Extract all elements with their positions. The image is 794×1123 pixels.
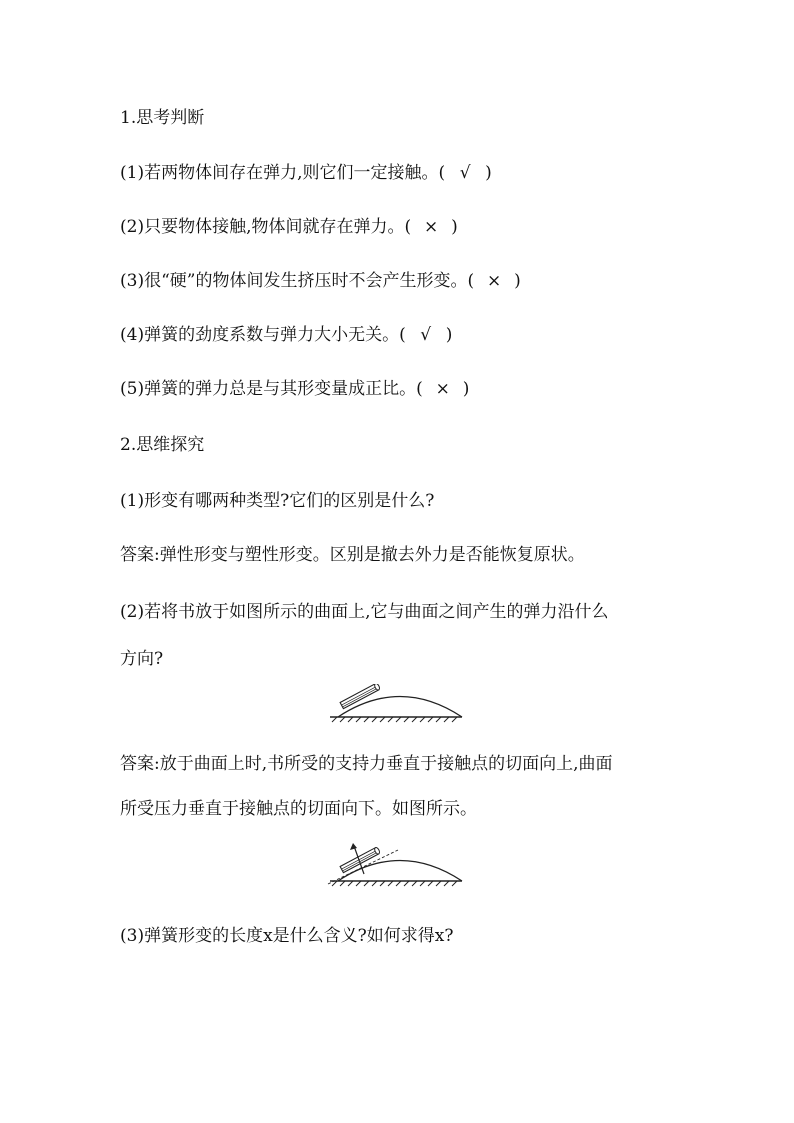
judgment-item-5-text: (5)弹簧的弹力总是与其形变量成正比。(: [120, 379, 423, 399]
judgment-item-2-text: (2)只要物体接触,物体间就存在弹力。(: [120, 217, 412, 237]
judgment-item-3-close: ): [514, 271, 521, 291]
force-direction-figure: [320, 840, 470, 890]
question-1: (1)形变有哪两种类型?它们的区别是什么?: [120, 491, 435, 511]
question-2-line-2: 方向?: [120, 649, 164, 669]
judgment-item-4-mark: √: [420, 325, 432, 345]
question-2-line-1: (2)若将书放于如图所示的曲面上,它与曲面之间产生的弹力沿什么: [120, 602, 609, 622]
answer-1: 答案:弹性形变与塑性形变。区别是撤去外力是否能恢复原状。: [120, 545, 585, 565]
judgment-item-1-close: ): [485, 163, 492, 183]
answer-2-line-1: 答案:放于曲面上时,书所受的支持力垂直于接触点的切面向上,曲面: [120, 754, 613, 774]
judgment-item-2-mark: ×: [424, 217, 439, 237]
judgment-item-1: [120, 161, 492, 185]
judgment-item-5-mark: ×: [435, 379, 450, 399]
judgment-item-1-mark: √: [459, 163, 471, 183]
section2-heading: 2.思维探究: [120, 435, 205, 455]
judgment-item-1-text: (1)若两物体间存在弹力,则它们一定接触。(: [120, 163, 446, 183]
judgment-item-3-mark: ×: [486, 271, 502, 291]
judgment-item-4: [120, 323, 452, 347]
judgment-item-5: [120, 377, 469, 401]
judgment-item-4-text: (4)弹簧的劲度系数与弹力大小无关。(: [120, 325, 406, 345]
judgment-item-5-close: ): [462, 379, 470, 399]
ground-hatching: [330, 881, 462, 886]
judgment-item-3: [120, 269, 521, 293]
answer-2-line-2: 所受压力垂直于接触点的切面向下。如图所示。: [120, 799, 477, 819]
section1-heading: 1.思考判断: [120, 108, 205, 128]
book-on-curved-surface-figure: [320, 684, 470, 726]
question-3: (3)弹簧形变的长度x是什么含义?如何求得x?: [120, 926, 454, 946]
judgment-item-2-close: ): [451, 217, 458, 237]
judgment-item-2: [120, 215, 458, 239]
judgment-item-3-text: (3)很“硬”的物体间发生挤压时不会产生形变。(: [120, 271, 475, 291]
judgment-item-4-close: ): [445, 325, 453, 345]
ground-hatching: [330, 717, 462, 722]
